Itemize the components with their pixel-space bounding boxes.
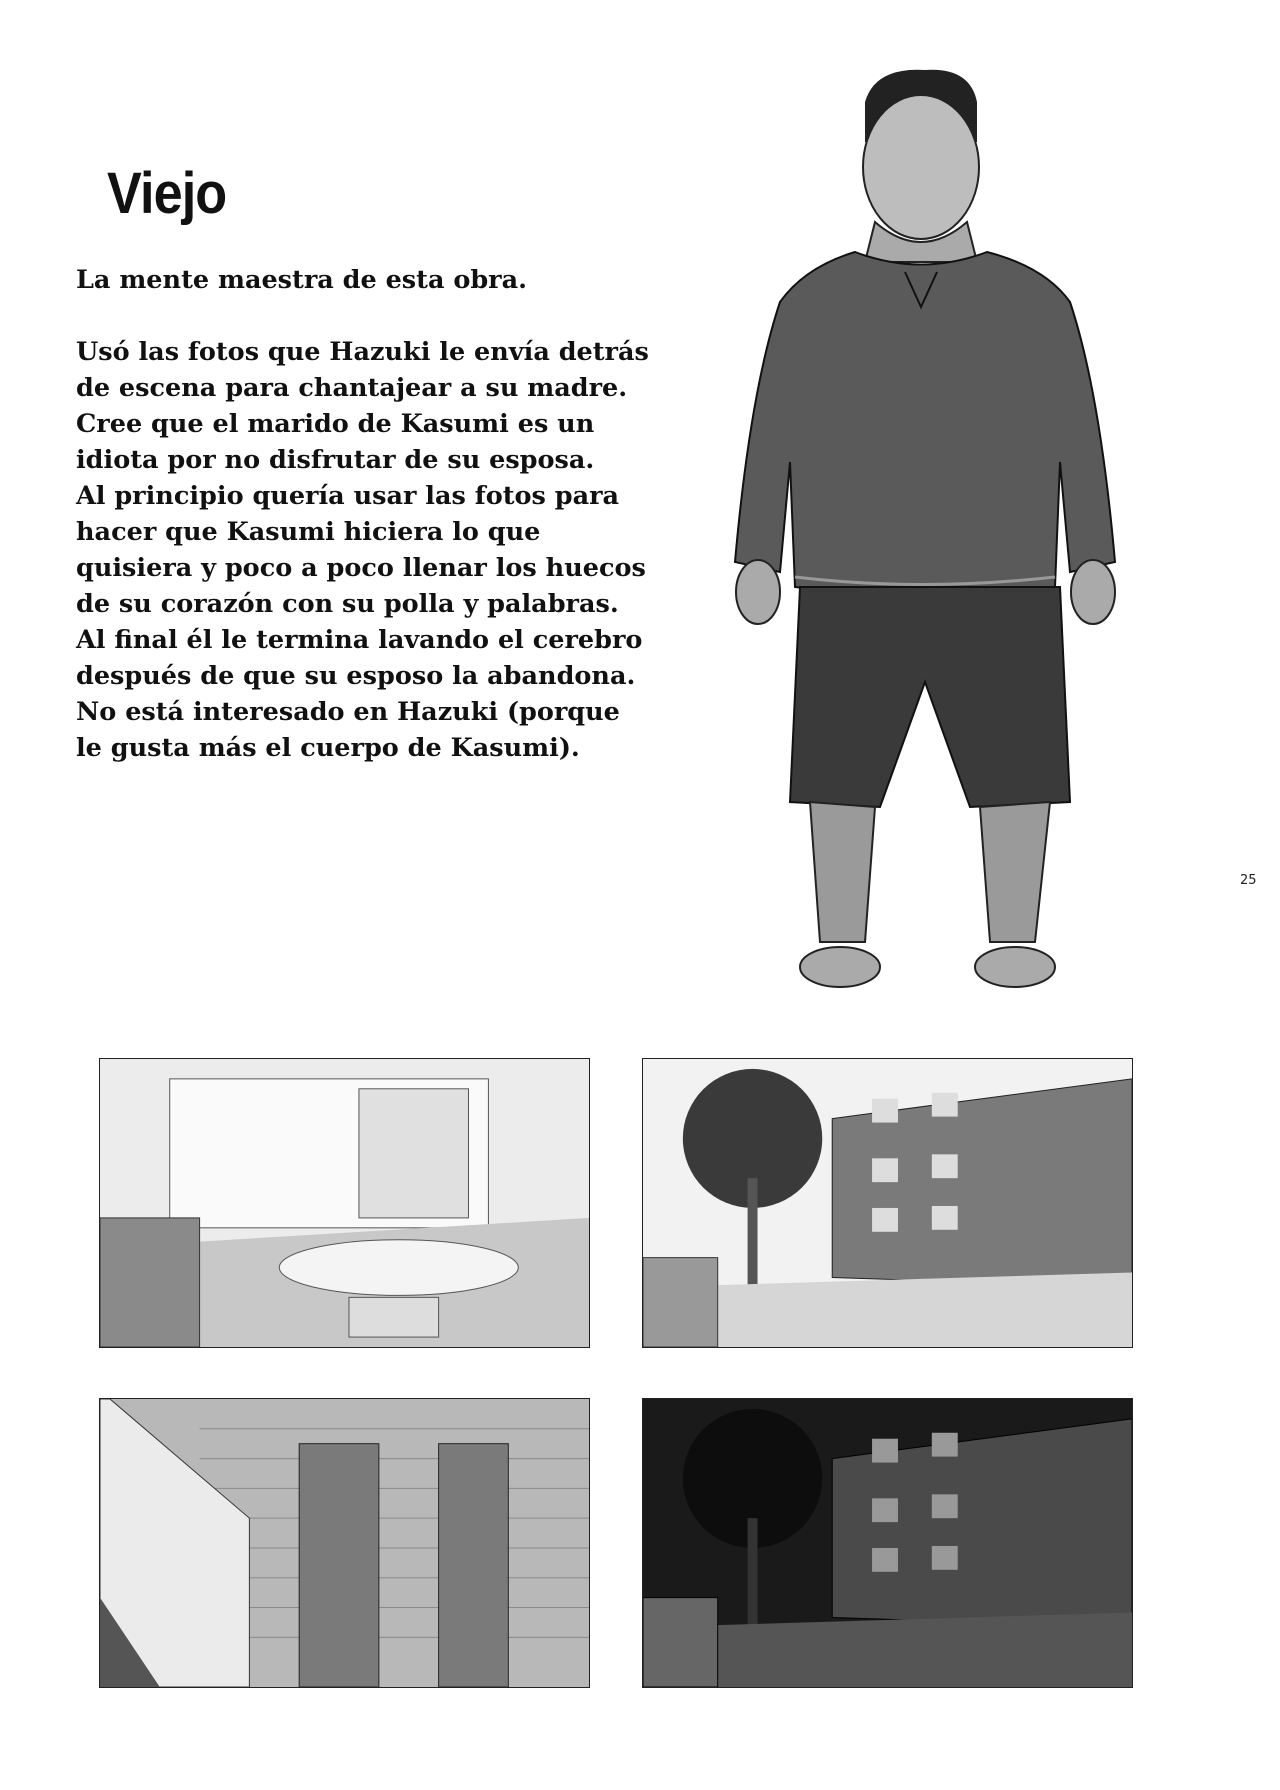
background-panel-apartment-night <box>642 1398 1133 1688</box>
description-line: hacer que Kasumi hiciera lo que <box>76 517 541 547</box>
description-line: le gusta más el cuerpo de Kasumi). <box>76 733 580 763</box>
description-line: idiota por no disfrutar de su esposa. <box>76 445 595 475</box>
description-line: de su corazón con su polla y palabras. <box>76 589 619 619</box>
description-line: Al final él le termina lavando el cerebro <box>76 625 643 655</box>
background-panel-doorway <box>99 1398 590 1688</box>
description-line: Al principio quería usar las fotos para <box>76 481 620 511</box>
description-line: quisiera y poco a poco llenar los huecos <box>76 553 646 583</box>
description-line: de escena para chantajear a su madre. <box>76 373 628 403</box>
description-line: después de que su esposo la abandona. <box>76 661 636 691</box>
character-illustration <box>715 62 1140 997</box>
description-line: Usó las fotos que Hazuki le envía detrás <box>76 337 649 367</box>
background-panel-apartment-day <box>642 1058 1133 1348</box>
description-line: Cree que el marido de Kasumi es un <box>76 409 595 439</box>
background-panel-room <box>99 1058 590 1348</box>
description-line: No está interesado en Hazuki (porque <box>76 697 620 727</box>
character-name-title: Viejo <box>107 161 227 226</box>
description-line: La mente maestra de esta obra. <box>76 265 528 295</box>
character-description <box>76 262 716 766</box>
page-number: 25 <box>1240 873 1257 888</box>
